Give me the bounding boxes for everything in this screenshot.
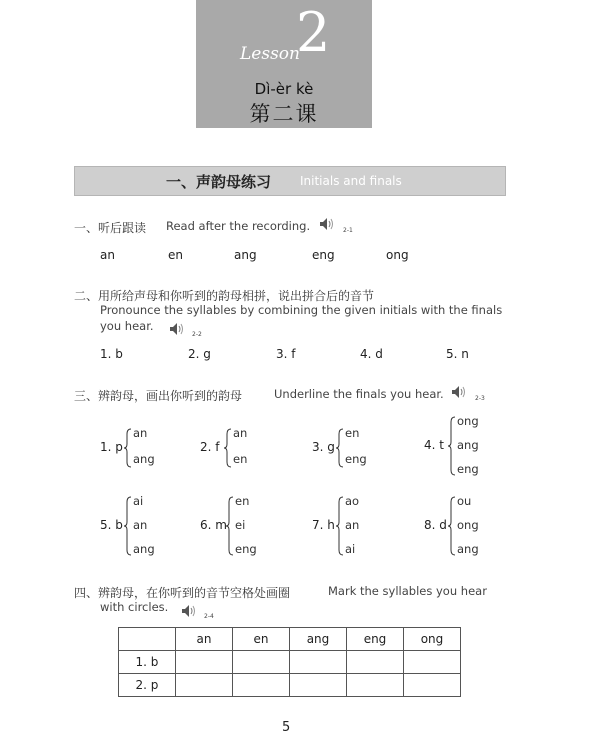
ex3-option[interactable]: an xyxy=(133,518,148,532)
section-title-zh: 一、声韵母练习 xyxy=(166,173,272,191)
brace-icon xyxy=(448,496,456,556)
grid-answer-cell[interactable] xyxy=(290,674,347,697)
ex3-label: 三、辨韵母，画出你听到的韵母 xyxy=(74,389,243,403)
lesson-title: 第二课 xyxy=(249,102,319,126)
section-title-en: Initials and finals xyxy=(300,174,402,188)
syllable-grid xyxy=(118,627,461,697)
grid-answer-cell[interactable] xyxy=(347,674,404,697)
grid-answer-cell[interactable] xyxy=(176,674,233,697)
speaker-icon xyxy=(450,385,476,399)
ex3-group xyxy=(424,412,524,482)
ex3-audio-tag: 2-3 xyxy=(475,395,485,402)
ex2-item: 1. b xyxy=(100,347,123,361)
ex3-option[interactable]: ang xyxy=(457,438,479,452)
lesson-pinyin: Dì-èr kè xyxy=(254,80,314,98)
ex1-audio-tag: 2-1 xyxy=(343,227,353,234)
ex3-option[interactable]: eng xyxy=(345,452,367,466)
ex3-option[interactable]: ang xyxy=(133,542,155,556)
ex4-audio-tag: 2-4 xyxy=(204,613,214,620)
ex1-final: an xyxy=(100,248,115,262)
brace-icon xyxy=(124,428,132,468)
ex3-option[interactable]: ao xyxy=(345,494,360,508)
brace-icon xyxy=(224,428,232,468)
grid-answer-cell[interactable] xyxy=(176,651,233,674)
ex3-group-label: 4. t xyxy=(424,438,444,452)
ex3-option[interactable]: eng xyxy=(235,542,257,556)
grid-answer-cell[interactable] xyxy=(404,651,461,674)
ex3-group xyxy=(312,424,412,474)
brace-icon xyxy=(336,496,344,556)
ex3-option[interactable]: en xyxy=(233,452,248,466)
ex2-instruction-line2: you hear. xyxy=(100,319,154,333)
ex3-group-label: 5. b xyxy=(100,518,123,532)
ex2-label: 二、用所给声母和你听到的韵母相拼，说出拼合后的音节 xyxy=(74,289,375,303)
grid-col-header: en xyxy=(233,628,290,651)
ex2-item: 5. n xyxy=(446,347,469,361)
ex3-option[interactable]: ai xyxy=(133,494,144,508)
page-number: 5 xyxy=(282,720,291,735)
ex3-option[interactable]: eng xyxy=(457,462,479,476)
ex1-final: en xyxy=(168,248,183,262)
grid-row xyxy=(119,674,461,697)
brace-icon xyxy=(448,416,456,476)
ex3-option[interactable]: ou xyxy=(457,494,472,508)
ex3-group-label: 2. f xyxy=(200,440,220,454)
grid-col-header: an xyxy=(176,628,233,651)
ex3-option[interactable]: ang xyxy=(133,452,155,466)
ex3-option[interactable]: en xyxy=(235,494,250,508)
ex2-item: 2. g xyxy=(188,347,211,361)
ex3-option[interactable]: en xyxy=(345,426,360,440)
ex3-group xyxy=(100,492,200,562)
grid-col-header: ang xyxy=(290,628,347,651)
ex3-audio-icon[interactable] xyxy=(450,384,476,403)
ex4-label: 四、辨韵母，在你听到的音节空格处画圈 xyxy=(74,586,291,600)
ex3-group-label: 6. m xyxy=(200,518,227,532)
grid-header-row xyxy=(119,628,461,651)
ex3-option[interactable]: an xyxy=(233,426,248,440)
ex3-option[interactable]: ang xyxy=(457,542,479,556)
ex3-group-label: 8. d xyxy=(424,518,447,532)
ex3-instruction: Underline the finals you hear. xyxy=(274,387,444,401)
speaker-icon xyxy=(318,217,344,231)
grid-answer-cell[interactable] xyxy=(233,674,290,697)
grid-answer-cell[interactable] xyxy=(233,651,290,674)
speaker-icon xyxy=(180,604,206,618)
brace-icon xyxy=(336,428,344,468)
ex1-label: 一、听后跟读 xyxy=(74,221,147,235)
ex3-group xyxy=(312,492,412,562)
ex3-group xyxy=(200,424,300,474)
ex3-group xyxy=(200,492,300,562)
grid-col-header: ong xyxy=(404,628,461,651)
lesson-word: Lesson xyxy=(240,44,300,64)
section-banner xyxy=(74,166,506,196)
ex3-group xyxy=(100,424,200,474)
ex3-option[interactable]: ong xyxy=(457,414,479,428)
grid-answer-cell[interactable] xyxy=(290,651,347,674)
ex3-group-label: 3. g xyxy=(312,440,335,454)
ex1-instruction: Read after the recording. xyxy=(166,219,311,233)
lesson-number: 2 xyxy=(296,1,331,64)
ex2-item: 3. f xyxy=(276,347,296,361)
ex1-final: ong xyxy=(386,248,409,262)
ex2-audio-icon[interactable] xyxy=(168,321,194,340)
ex3-group-label: 7. h xyxy=(312,518,335,532)
ex3-option[interactable]: ong xyxy=(457,518,479,532)
grid-answer-cell[interactable] xyxy=(347,651,404,674)
ex4-audio-icon[interactable] xyxy=(180,603,206,622)
ex3-group xyxy=(424,492,524,562)
brace-icon xyxy=(124,496,132,556)
ex3-option[interactable]: an xyxy=(133,426,148,440)
speaker-icon xyxy=(168,322,194,336)
ex2-audio-tag: 2-2 xyxy=(192,331,202,338)
ex1-final: eng xyxy=(312,248,335,262)
ex4-instruction-line2: with circles. xyxy=(100,600,169,614)
ex3-option[interactable]: ai xyxy=(345,542,356,556)
ex1-audio-icon[interactable] xyxy=(318,216,344,235)
ex2-instruction-line1: Pronounce the syllables by combining the given initials with the finals xyxy=(100,303,503,317)
grid-corner-cell xyxy=(119,628,176,651)
brace-icon xyxy=(226,496,234,556)
ex1-final: ang xyxy=(234,248,257,262)
grid-answer-cell[interactable] xyxy=(404,674,461,697)
ex2-item: 4. d xyxy=(360,347,383,361)
grid-row-header: 2. p xyxy=(119,674,176,697)
ex3-option[interactable]: an xyxy=(345,518,360,532)
grid-row-header: 1. b xyxy=(119,651,176,674)
grid-col-header: eng xyxy=(347,628,404,651)
grid-row xyxy=(119,651,461,674)
ex3-option[interactable]: ei xyxy=(235,518,246,532)
ex4-instruction-line1: Mark the syllables you hear xyxy=(328,584,487,598)
ex3-group-label: 1. p xyxy=(100,440,123,454)
